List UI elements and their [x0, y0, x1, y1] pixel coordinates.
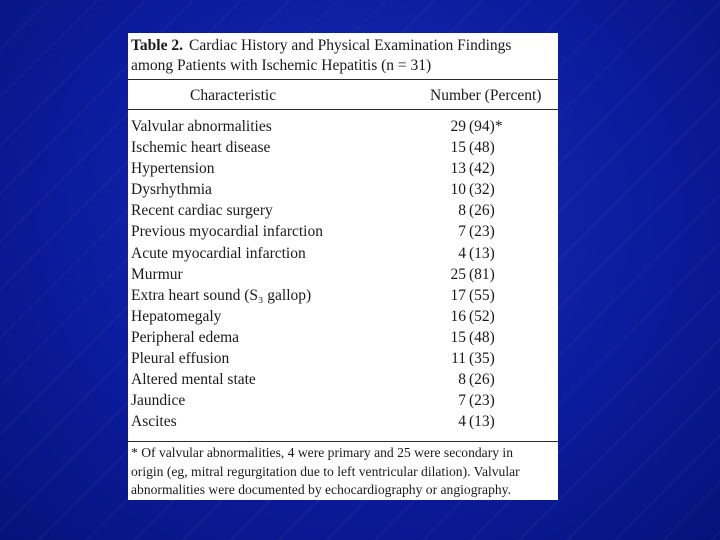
row-number: 10	[450, 181, 466, 199]
bottom-rule	[128, 441, 558, 442]
top-rule	[128, 79, 558, 80]
row-percent: (23)	[469, 223, 495, 241]
row-number: 16	[450, 307, 466, 325]
row-number: 7	[458, 392, 466, 410]
table-row	[128, 200, 558, 221]
row-percent: (13)	[469, 413, 495, 431]
row-percent: (81)	[469, 265, 495, 283]
row-characteristic: Hepatomegaly	[131, 307, 222, 325]
table-caption	[131, 36, 558, 76]
row-characteristic: Previous myocardial infarction	[131, 223, 323, 241]
row-characteristic: Extra heart sound (S₃ gallop)	[131, 286, 312, 304]
footnote-line-1: * Of valvular abnormalities, 4 were primary and 25 were secondary in	[131, 445, 513, 460]
row-characteristic: Jaundice	[131, 392, 186, 410]
row-percent: (13)	[469, 244, 495, 262]
row-percent: (42)	[469, 160, 495, 178]
footnote-line-2: origin (eg, mitral regurgitation due to left ventricular dilation). Valvular	[131, 463, 520, 479]
table-row	[128, 285, 558, 306]
row-number: 8	[458, 202, 466, 220]
row-number: 17	[450, 286, 466, 304]
caption-title-1: Cardiac History and Physical Examination Findings	[188, 37, 512, 54]
row-percent: (48)	[469, 139, 495, 157]
row-characteristic: Altered mental state	[131, 371, 256, 389]
header-rule	[128, 109, 558, 110]
row-percent: (26)	[469, 202, 495, 220]
table-row	[128, 158, 558, 179]
row-characteristic: Dysrhythmia	[131, 181, 212, 199]
row-characteristic: Acute myocardial infarction	[131, 244, 306, 262]
table-row	[128, 327, 558, 348]
table-row	[128, 116, 558, 137]
caption-line-1	[131, 36, 558, 56]
row-characteristic: Ischemic heart disease	[131, 139, 271, 157]
row-number: 8	[458, 371, 466, 389]
row-percent: (52)	[469, 307, 495, 325]
row-number: 7	[458, 223, 466, 241]
table-header-row	[128, 85, 558, 107]
table-row	[128, 411, 558, 432]
row-number: 13	[450, 160, 466, 178]
row-number: 29	[450, 118, 466, 135]
row-number: 25	[450, 265, 466, 283]
row-characteristic: Peripheral edema	[131, 328, 240, 346]
row-number: 15	[450, 328, 466, 346]
table-row	[128, 137, 558, 158]
row-characteristic: Ascites	[131, 413, 177, 431]
table-row	[128, 243, 558, 264]
table-row	[128, 369, 558, 390]
table-row	[128, 306, 558, 327]
table-footnote	[131, 444, 558, 500]
row-characteristic: Hypertension	[131, 160, 215, 178]
column-header-characteristic: Characteristic	[190, 87, 277, 104]
row-characteristic: Recent cardiac surgery	[131, 202, 273, 220]
column-header-number: Number (Percent)	[430, 87, 542, 104]
table-card	[128, 33, 558, 500]
row-percent: (23)	[469, 392, 495, 410]
row-number: 15	[450, 139, 466, 157]
table-row	[128, 348, 558, 369]
table-row	[128, 390, 558, 411]
row-characteristic: Valvular abnormalities	[131, 118, 272, 135]
caption-label: Table 2.	[131, 37, 183, 54]
row-characteristic: Murmur	[131, 265, 183, 283]
table-row	[128, 179, 558, 200]
row-percent: (32)	[469, 181, 495, 199]
caption-title-2: among Patients with Ischemic Hepatitis (n = 31)	[131, 57, 432, 74]
row-number: 4	[458, 244, 466, 262]
table-body	[128, 116, 558, 432]
row-number: 4	[458, 413, 466, 431]
table-row	[128, 264, 558, 285]
row-percent: (48)	[469, 328, 495, 346]
row-number: 11	[451, 350, 466, 368]
table-row	[128, 221, 558, 242]
row-percent: (94)*	[469, 118, 503, 135]
row-percent: (26)	[469, 371, 495, 389]
footnote-line-3: abnormalities were documented by echocardiography or angiography.	[131, 482, 511, 497]
row-percent: (35)	[469, 350, 495, 368]
row-percent: (55)	[469, 286, 495, 304]
row-characteristic: Pleural effusion	[131, 350, 230, 368]
